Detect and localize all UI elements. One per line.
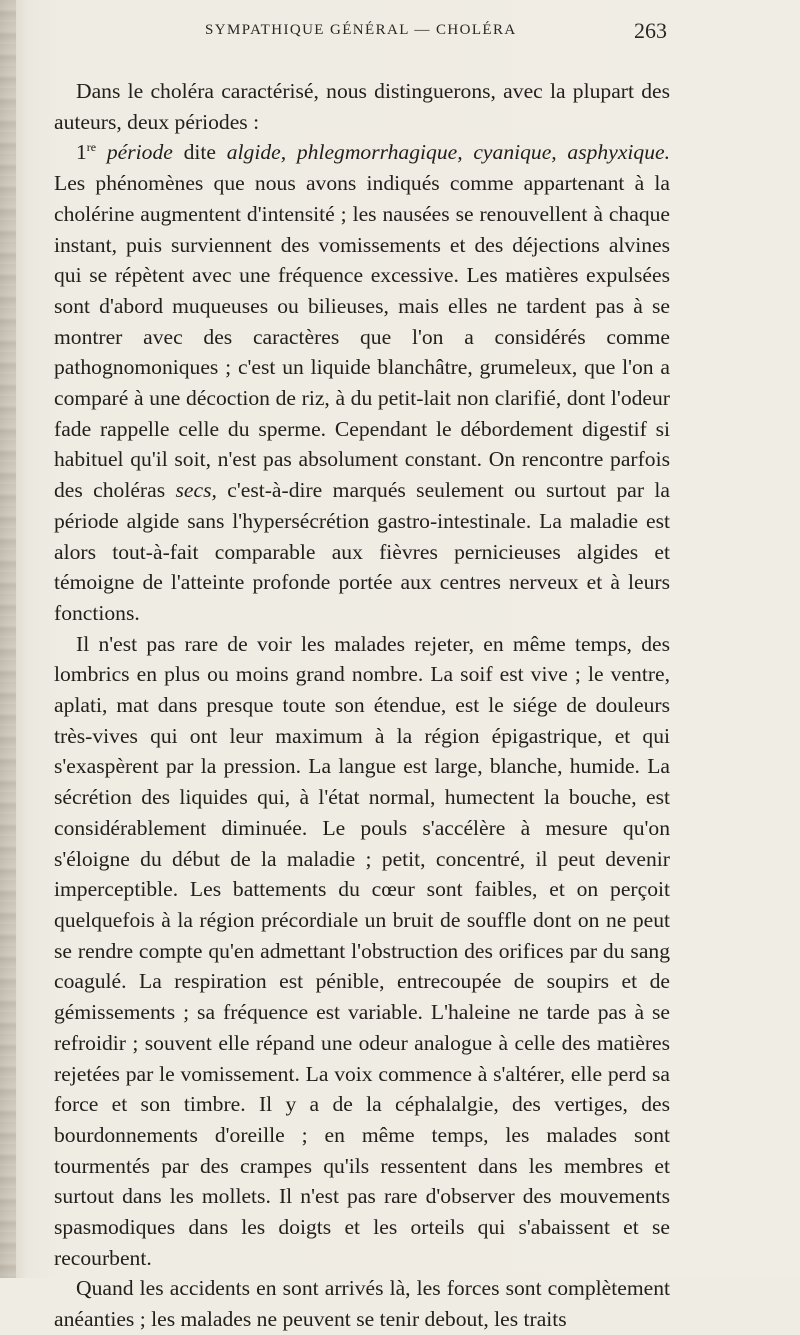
ordinal-number: 1 — [76, 140, 87, 165]
paragraph-accidents: Quand les accidents en sont arrivés là, les forces sont complètement anéanties ; les malades ne peuvent se tenir debout, les traits — [54, 1276, 670, 1332]
period-intro: dite — [183, 140, 216, 165]
binding-edge — [0, 0, 16, 1278]
paragraph-intro: Dans le choléra caractérisé, nous distinguerons, avec la plupart des auteurs, deux périodes : — [54, 79, 670, 134]
running-header: SYMPATHIQUE GÉNÉRAL — CHOLÉRA — [205, 22, 517, 38]
body-text — [54, 76, 670, 1335]
ordinal-superscript: re — [86, 140, 97, 155]
period-ordinal — [76, 140, 96, 164]
period-description-end: c'est-à-dire marqués seulement ou surtout par la période algide sans l'hypersécrétion gastro-intestinale. La maladie est alors tout-à-fait comparable aux fièvres pernicieuses algides et témoigne de l'atteinte profonde portée aux centres nerveux et à leurs fonctions. — [54, 478, 670, 625]
page-number: 263 — [634, 18, 667, 43]
period-terms: algide, phlegmorrhagique, cyanique, asphyxique. — [226, 140, 670, 165]
dry-cholera-term: secs, — [175, 478, 217, 503]
period-label: période — [106, 140, 173, 165]
period-description: Les phénomènes que nous avons indiqués comme appartenant à la cholérine augmentent d'intensité ; les nausées se renouvellent à chaque instant, puis surviennent des vomissements et des déjections alvines qui se répètent avec une fréquence excessive. Les matières expulsées sont d'abord muqueuses ou bilieuses, mais elles ne tardent pas à se montrer avec des caractères que l'on a considérés comme pathognomoniques ; c'est un liquide blanchâtre, grumeleux, que l'on a comparé à une décoction de riz, à du petit-lait non clarifié, dont l'odeur fade rappelle celle du sperme. Cependant le débordement digestif si habituel qu'il soit, n'est pas absolument constant. On rencontre parfois des choléras — [54, 171, 670, 503]
paragraph-first-period — [54, 137, 670, 628]
paragraph-symptoms: Il n'est pas rare de voir les malades rejeter, en même temps, des lombrics en plus ou moins grand nombre. La soif est vive ; le ventre, aplati, mat dans presque toute son étendue, est le siége de douleurs très-vives qui ont leur maximum à la région épigastrique, et qui s'exaspèrent par la pression. La langue est large, blanche, humide. La sécrétion des liquides qui, à l'état normal, humectent la bouche, est considérablement diminuée. Le pouls s'accélère à mesure qu'on s'éloigne du début de la maladie ; petit, concentré, il peut devenir imperceptible. Les battements du cœur sont faibles, et on perçoit quelquefois à la région précordiale un bruit de souffle dont on ne peut se rendre compte qu'en admettant l'obstruction des orifices par du sang coagulé. La respiration est pénible, entrecoupée de soupirs et de gémissements ; sa fréquence est variable. L'haleine ne tarde pas à se refroidir ; souvent elle répand une odeur analogue à celle des matières rejetées par le vomissement. La voix commence à s'altérer, elle perd sa force et son timbre. Il y a de la céphalalgie, des vertiges, des bourdonnements d'oreille ; en même temps, les malades sont tourmentés par des crampes qu'ils ressentent dans les membres et surtout dans les mollets. Il n'est pas rare d'observer des mouvements spasmodiques dans les doigts et les orteils qui s'abaissent et se recourbent. — [54, 631, 670, 1270]
